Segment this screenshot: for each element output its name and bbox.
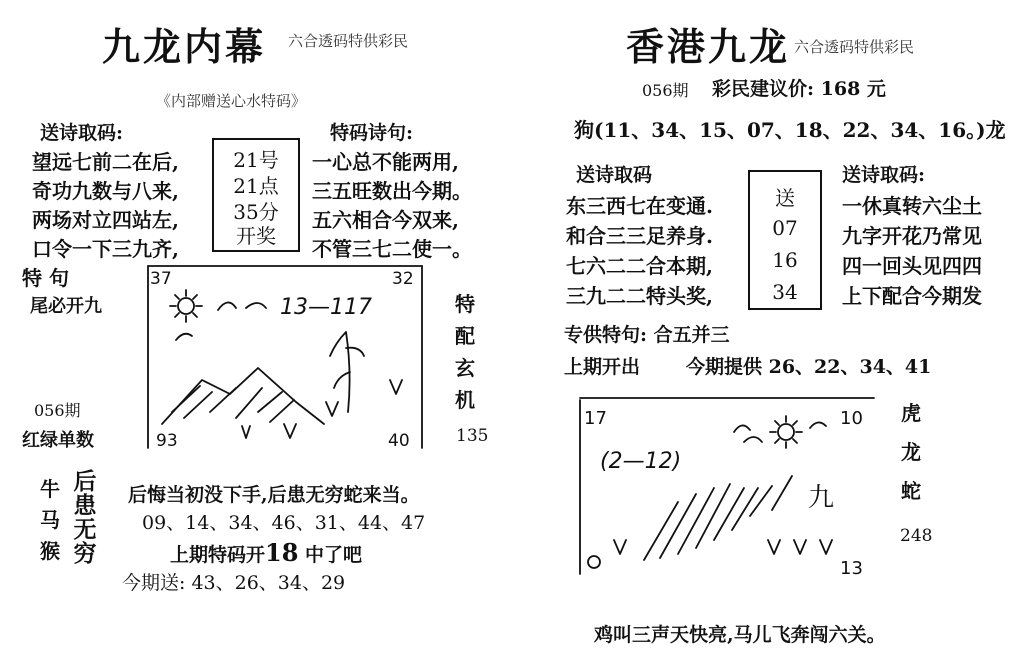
right-poem-line-3: 七六二二合本期, <box>566 254 713 278</box>
left-last-special-prefix: 上期特码开 <box>170 544 266 566</box>
right-sketch-birds <box>734 422 826 442</box>
left-sketch-corner-tr: 32 <box>392 269 414 289</box>
left-sketch-corner-bl: 93 <box>156 431 178 451</box>
right-poem-line-1: 东三西七在变通. <box>566 194 713 218</box>
left-inner-subtitle: 《内部赠送心水特码》 <box>156 92 307 110</box>
right-sketch-corner-tr: 10 <box>840 408 863 429</box>
left-side-vertical <box>452 288 478 416</box>
left-sketch <box>146 262 426 452</box>
right-sketch-char: 九 <box>808 483 835 513</box>
right-side-number: 248 <box>900 526 933 546</box>
left-side-char-1: 特 <box>455 292 475 316</box>
right-poem-line-4: 三九二二特头奖, <box>566 284 713 308</box>
right-today-provide: 今期提供 26、22、34、41 <box>686 356 932 378</box>
left-teju-text: 尾必开九 <box>30 296 102 317</box>
right-sketch-text: (2—12) <box>600 449 682 474</box>
right-subtitle: 六合透码特供彩民 <box>794 38 915 56</box>
left-animal-col2-3: 无 <box>73 516 97 544</box>
left-special-poem-line-4: 不管三七二使一。 <box>312 237 472 261</box>
left-animal-2: 马 <box>40 508 60 532</box>
right-footer: 鸡叫三声天快亮,马儿飞奔闯六关。 <box>594 624 886 646</box>
left-last-special-number: 18 <box>265 538 299 567</box>
right-poem2-line-1: 一休真转六尘土 <box>842 194 982 218</box>
left-side-number: 135 <box>456 426 489 446</box>
right-dog-line: 狗(11、34、15、07、18、22、34、16。)龙 <box>574 118 1006 142</box>
left-last-special <box>170 538 362 567</box>
right-poem-label2: 送诗取码: <box>842 164 926 186</box>
right-side-char-3: 蛇 <box>901 479 921 503</box>
right-box-line-2: 07 <box>772 216 798 240</box>
left-animal-3: 猴 <box>40 539 60 563</box>
right-special: 专供特句: 合五并三 <box>564 324 730 346</box>
left-red-green: 红绿单数 <box>22 430 94 451</box>
left-side-char-2: 配 <box>455 324 475 348</box>
left-poem-line-1: 望远七前二在后, <box>32 150 179 174</box>
left-period: 056期 <box>34 401 81 420</box>
right-price: 彩民建议价: 168 元 <box>712 78 886 100</box>
right-period: 056期 <box>642 81 689 100</box>
right-poem2-line-2: 九字开花乃常见 <box>842 224 982 248</box>
left-special-poem-line-1: 一心总不能两用, <box>312 150 459 174</box>
left-sketch-corner-br: 40 <box>388 431 410 451</box>
left-poem-line-2: 奇功九数与八来, <box>32 179 179 203</box>
right-sketch-corner-br: 13 <box>840 558 863 579</box>
right-side-char-1: 虎 <box>901 401 921 425</box>
left-animal-col2-1: 后 <box>73 468 97 495</box>
left-special-poem-label: 特码诗句: <box>330 122 414 144</box>
right-poem-line-2: 和合三三足养身. <box>566 224 713 248</box>
right-box-line-1: 送 <box>775 186 795 210</box>
left-teju-label: 特 句 <box>22 266 69 290</box>
left-subtitle: 六合透码特供彩民 <box>288 32 409 50</box>
left-animals-col2 <box>70 470 100 567</box>
right-poem2-line-3: 四一回头见四四 <box>842 254 982 278</box>
left-animal-1: 牛 <box>40 477 60 501</box>
right-side-char-2: 龙 <box>901 440 921 464</box>
left-sketch-corner-tl: 37 <box>150 269 172 289</box>
left-box-line-3: 35分 <box>233 200 279 224</box>
right-sketch-corner-tl: 17 <box>584 408 607 429</box>
left-animal-col2-4: 穷 <box>73 540 97 568</box>
left-side-char-3: 玄 <box>455 356 475 380</box>
left-animals-col1 <box>38 474 62 567</box>
right-sketch-grass <box>614 540 832 554</box>
right-send-box <box>748 170 822 310</box>
right-last-label: 上期开出 <box>564 356 641 378</box>
left-sketch-birds <box>176 302 266 340</box>
left-side-char-4: 机 <box>455 388 475 412</box>
left-box-line-1: 21号 <box>233 148 279 172</box>
left-special-poem-line-2: 三五旺数出今期。 <box>312 179 472 203</box>
left-poem-line-4: 口令一下三九齐, <box>32 237 179 261</box>
right-poem2-line-4: 上下配合今期发 <box>842 284 982 308</box>
left-numbers: 09、14、34、46、31、44、47 <box>142 512 426 534</box>
left-sketch-mountain-hatching <box>172 386 294 422</box>
left-box-line-2: 21点 <box>233 174 279 198</box>
left-today-send: 今期送: 43、26、34、29 <box>122 572 346 594</box>
left-animal-col2-2: 患 <box>73 492 97 520</box>
right-sketch <box>574 390 880 580</box>
left-draw-time-box <box>212 138 300 252</box>
left-last-special-suffix: 中了吧 <box>305 544 363 566</box>
right-box-line-3: 16 <box>772 248 798 272</box>
left-title: 九龙内幕 <box>102 24 267 69</box>
left-saying: 后悔当初没下手,后患无穷蛇来当。 <box>128 484 420 506</box>
right-title: 香港九龙 <box>626 24 791 69</box>
left-box-line-4: 开奖 <box>236 224 276 248</box>
right-box-line-4: 34 <box>772 280 798 304</box>
left-sketch-grass <box>242 380 402 438</box>
left-sketch-tree <box>330 332 364 412</box>
right-sketch-sun <box>770 416 802 448</box>
left-special-poem-line-3: 五六相合今双来, <box>312 208 459 232</box>
right-side-vertical <box>898 394 924 511</box>
right-sketch-rain <box>644 476 792 560</box>
right-sketch-dot <box>588 556 600 568</box>
left-poem-label: 送诗取码: <box>40 122 124 144</box>
left-sketch-sun <box>170 290 202 322</box>
right-poem-label: 送诗取码 <box>576 164 653 186</box>
left-sketch-text: 13—117 <box>280 295 372 320</box>
left-poem-line-3: 两场对立四站左, <box>32 208 179 232</box>
